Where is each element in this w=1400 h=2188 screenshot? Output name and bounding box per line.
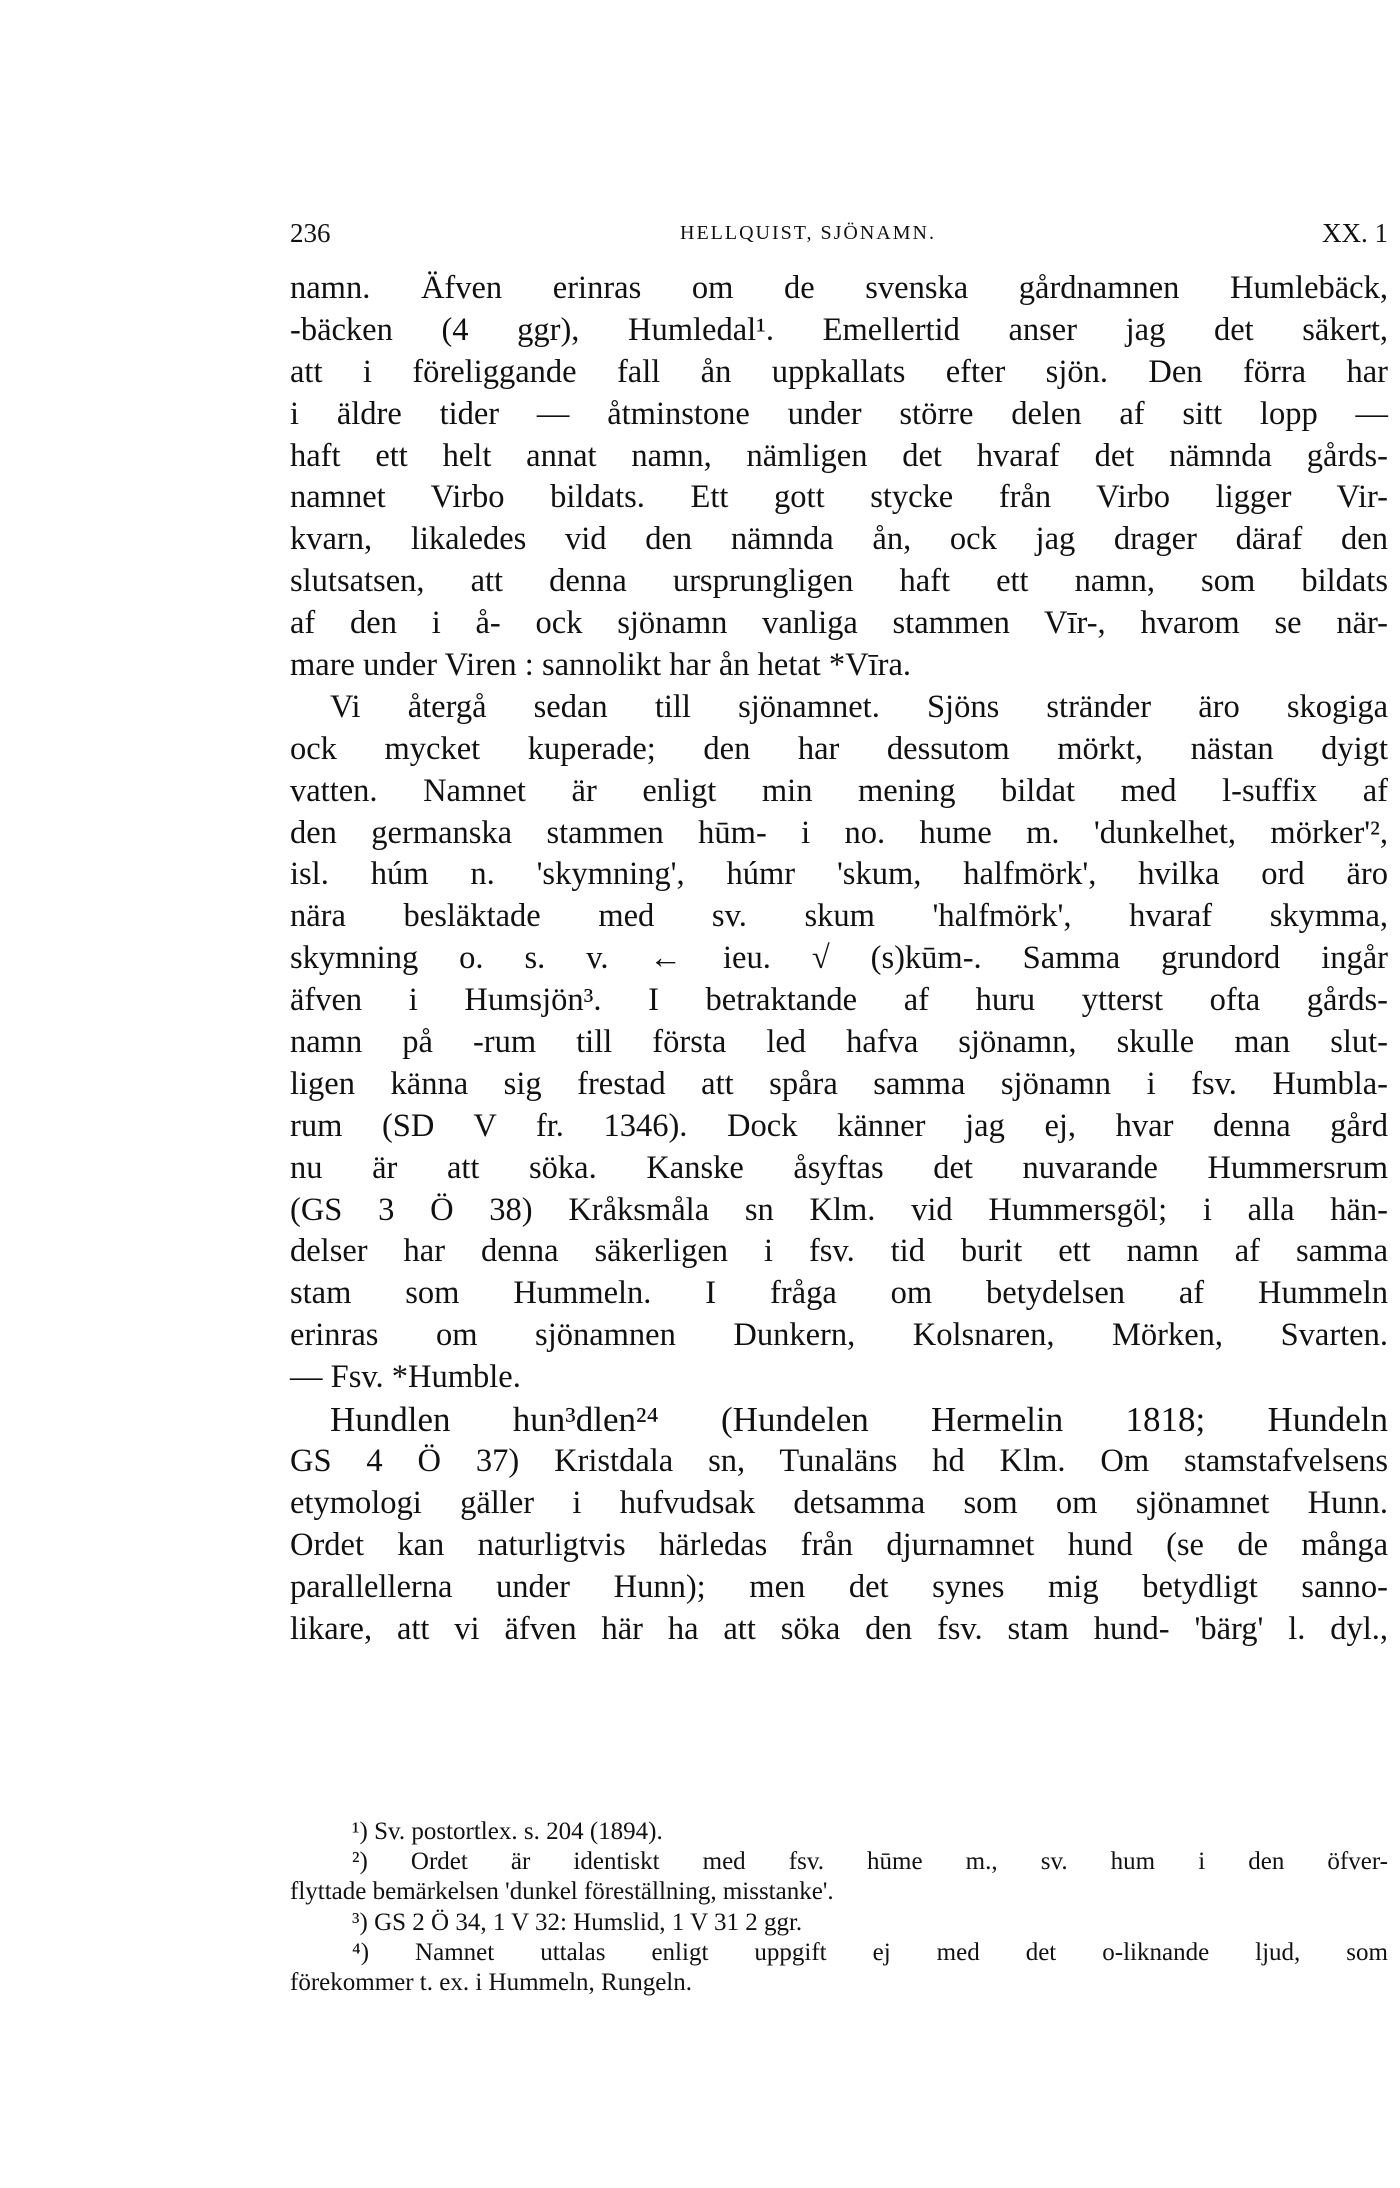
text-line: (GS 3 Ö 38) Kråksmåla sn Klm. vid Hummersgöl; i alla hän-	[290, 1191, 1388, 1228]
footnotes	[290, 1817, 1388, 1998]
text-line: i äldre tider — åtminstone under större delen af sitt lopp —	[290, 395, 1388, 432]
entry-heading-line: Hundlen hun³dlen²⁴ (Hundelen Hermelin 1818; Hundeln	[330, 1400, 1388, 1440]
text-line: delser har denna säkerligen i fsv. tid burit ett namn af samma	[290, 1233, 1388, 1270]
text-line: GS 4 Ö 37) Kristdala sn, Tunaläns hd Klm. Om stamstafvelsens	[290, 1442, 1388, 1479]
text-line: att i föreliggande fall ån uppkallats efter sjön. Den förra har	[290, 353, 1388, 390]
text-line: ligen känna sig frestad att spåra samma sjönamn i fsv. Humbla-	[290, 1065, 1388, 1102]
text-line: — Fsv. *Humble.	[290, 1359, 521, 1396]
text-line: namnet Virbo bildats. Ett gott stycke från Virbo ligger Vir-	[290, 479, 1388, 516]
text-line: haft ett helt annat namn, nämligen det hvaraf det nämnda gårds-	[290, 437, 1388, 474]
text-line: stam som Hummeln. I fråga om betydelsen af Hummeln	[290, 1275, 1388, 1312]
text-line: namn. Äfven erinras om de svenska gårdnamnen Humlebäck,	[290, 270, 1388, 306]
text-line: slutsatsen, att denna ursprungligen haft ett namn, som bildats	[290, 563, 1388, 600]
text-line: kvarn, likaledes vid den nämnda ån, ock jag drager däraf den	[290, 521, 1388, 558]
text-line: mare under Viren : sannolikt har ån hetat *Vīra.	[290, 647, 912, 684]
text-line: Vi återgå sedan till sjönamnet. Sjöns stränder äro skogiga	[330, 688, 1388, 725]
text-line: af den i å- ock sjönamn vanliga stammen Vīr-, hvarom se när-	[290, 605, 1388, 642]
footnote-line: ³) GS 2 Ö 34, 1 V 32: Humslid, 1 V 31 2 ggr.	[352, 1908, 803, 1936]
text-line: etymologi gäller i hufvudsak detsamma som om sjönamnet Hunn.	[290, 1484, 1388, 1521]
footnote-line: flyttade bemärkelsen 'dunkel föreställning, misstanke'.	[290, 1878, 834, 1906]
text-line: rum (SD V fr. 1346). Dock känner jag ej, hvar denna gård	[290, 1107, 1388, 1144]
text-line: ock mycket kuperade; den har dessutom mörkt, nästan dyigt	[290, 730, 1388, 767]
text-line: -bäcken (4 ggr), Humledal¹. Emellertid anser jag det säkert,	[290, 311, 1388, 348]
text-line: skymning o. s. v. ← ieu. √ (s)kūm-. Samma grundord ingår	[290, 940, 1388, 977]
text-line: likare, att vi äfven här ha att söka den fsv. stam hund- 'bärg' l. dyl.,	[290, 1610, 1388, 1647]
section-number: XX. 1	[1322, 218, 1388, 248]
footnote-line: förekommer t. ex. i Hummeln, Rungeln.	[290, 1968, 693, 1996]
page-header	[290, 218, 1388, 258]
text-line: parallellerna under Hunn); men det synes mig betydligt sanno-	[290, 1568, 1388, 1605]
footnote-line: ²) Ordet är identiskt med fsv. hūme m., sv. hum i den öfver-	[352, 1848, 1388, 1876]
text-line: vatten. Namnet är enligt min mening bildat med l-suffix af	[290, 772, 1388, 809]
running-title: HELLQUIST, SJÖNAMN.	[680, 222, 936, 244]
text-line: Ordet kan naturligtvis härledas från djurnamnet hund (se de många	[290, 1526, 1388, 1563]
text-line: erinras om sjönamnen Dunkern, Kolsnaren, Mörken, Svarten.	[290, 1317, 1388, 1354]
footnote-line: ¹) Sv. postortlex. s. 204 (1894).	[352, 1818, 663, 1845]
text-line: äfven i Humsjön³. I betraktande af huru ytterst ofta gårds-	[290, 982, 1388, 1019]
text-line: nära besläktade med sv. skum 'halfmörk', hvaraf skymma,	[290, 898, 1388, 935]
text-line: nu är att söka. Kanske åsyftas det nuvarande Hummersrum	[290, 1149, 1388, 1186]
text-line: isl. húm n. 'skymning', húmr 'skum, halfmörk', hvilka ord äro	[290, 856, 1388, 893]
page-number: 236	[290, 218, 331, 248]
text-line: namn på -rum till första led hafva sjönamn, skulle man slut-	[290, 1024, 1388, 1061]
body-text	[290, 268, 1388, 1650]
footnote-line: ⁴) Namnet uttalas enligt uppgift ej med det o-liknande ljud, som	[352, 1938, 1388, 1966]
text-line: den germanska stammen hūm- i no. hume m. 'dunkelhet, mörker'²,	[290, 814, 1388, 851]
